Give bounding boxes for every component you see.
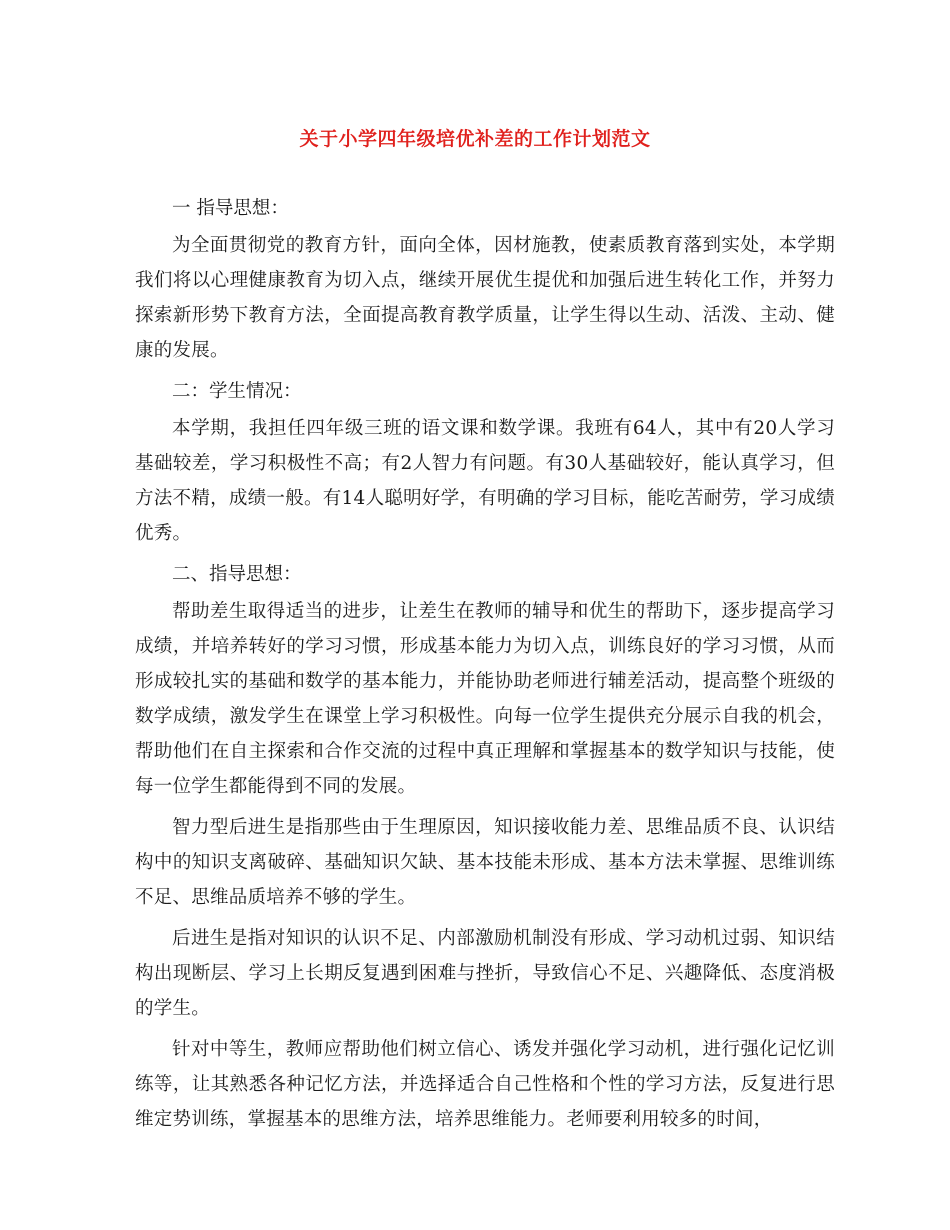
document-body — [135, 191, 835, 1143]
paragraph: 为全面贯彻党的教育方针，面向全体，因材施教，使素质教育落到实处，本学期我们将以心理健康教育为切入点，继续开展优生提优和加强后进生转化工作，并努力探索新形势下教育方法，全面提高教育教学质量，让学生得以生动、活泼、主动、健康的发展。 — [135, 235, 835, 361]
paragraph: 帮助差生取得适当的进步，让差生在教师的辅导和优生的帮助下，逐步提高学习成绩，并培养转好的学习习惯，形成基本能力为切入点，训练良好的学习习惯，从而形成较扎实的基础和数学的基本能力，并能协助老师进行辅差活动，提高整个班级的数学成绩，激发学生在课堂上学习积极性。向每一位学生提供充分展示自我的机会，帮助他们在自主探索和合作交流的过程中真正理解和掌握基本的数学知识与技能，使每一位学生都能得到不同的发展。 — [135, 601, 835, 797]
paragraph: 针对中等生，教师应帮助他们树立信心、诱发并强化学习动机，进行强化记忆训练等，让其熟悉各种记忆方法，并选择适合自己性格和个性的学习方法，反复进行思维定势训练，掌握基本的思维方法，培养思维能力。老师要利用较多的时间， — [135, 1039, 835, 1130]
section-heading-student-situation: 二：学生情况： — [172, 381, 302, 402]
section-heading-guiding-thought-2: 二、指导思想： — [172, 564, 302, 585]
section-heading-guiding-thought: 一 指导思想： — [172, 198, 289, 219]
paragraph: 后进生是指对知识的认识不足、内部激励机制没有形成、学习动机过弱、知识结构出现断层、学习上长期反复遇到困难与挫折，导致信心不足、兴趣降低、态度消极的学生。 — [135, 928, 835, 1019]
paragraph: 智力型后进生是指那些由于生理原因，知识接收能力差、思维品质不良、认识结构中的知识支离破碎、基础知识欠缺、基本技能未形成、基本方法未掌握、思维训练不足、思维品质培养不够的学生。 — [135, 817, 835, 908]
paragraph: 本学期，我担任四年级三班的语文课和数学课。我班有64人，其中有20人学习基础较差，学习积极性不高；有2人智力有问题。有30人基础较好，能认真学习，但方法不精，成绩一般。有14人聪明好学，有明确的学习目标，能吃苦耐劳，学习成绩优秀。 — [135, 418, 835, 544]
document-title: 关于小学四年级培优补差的工作计划范文 — [299, 128, 651, 150]
